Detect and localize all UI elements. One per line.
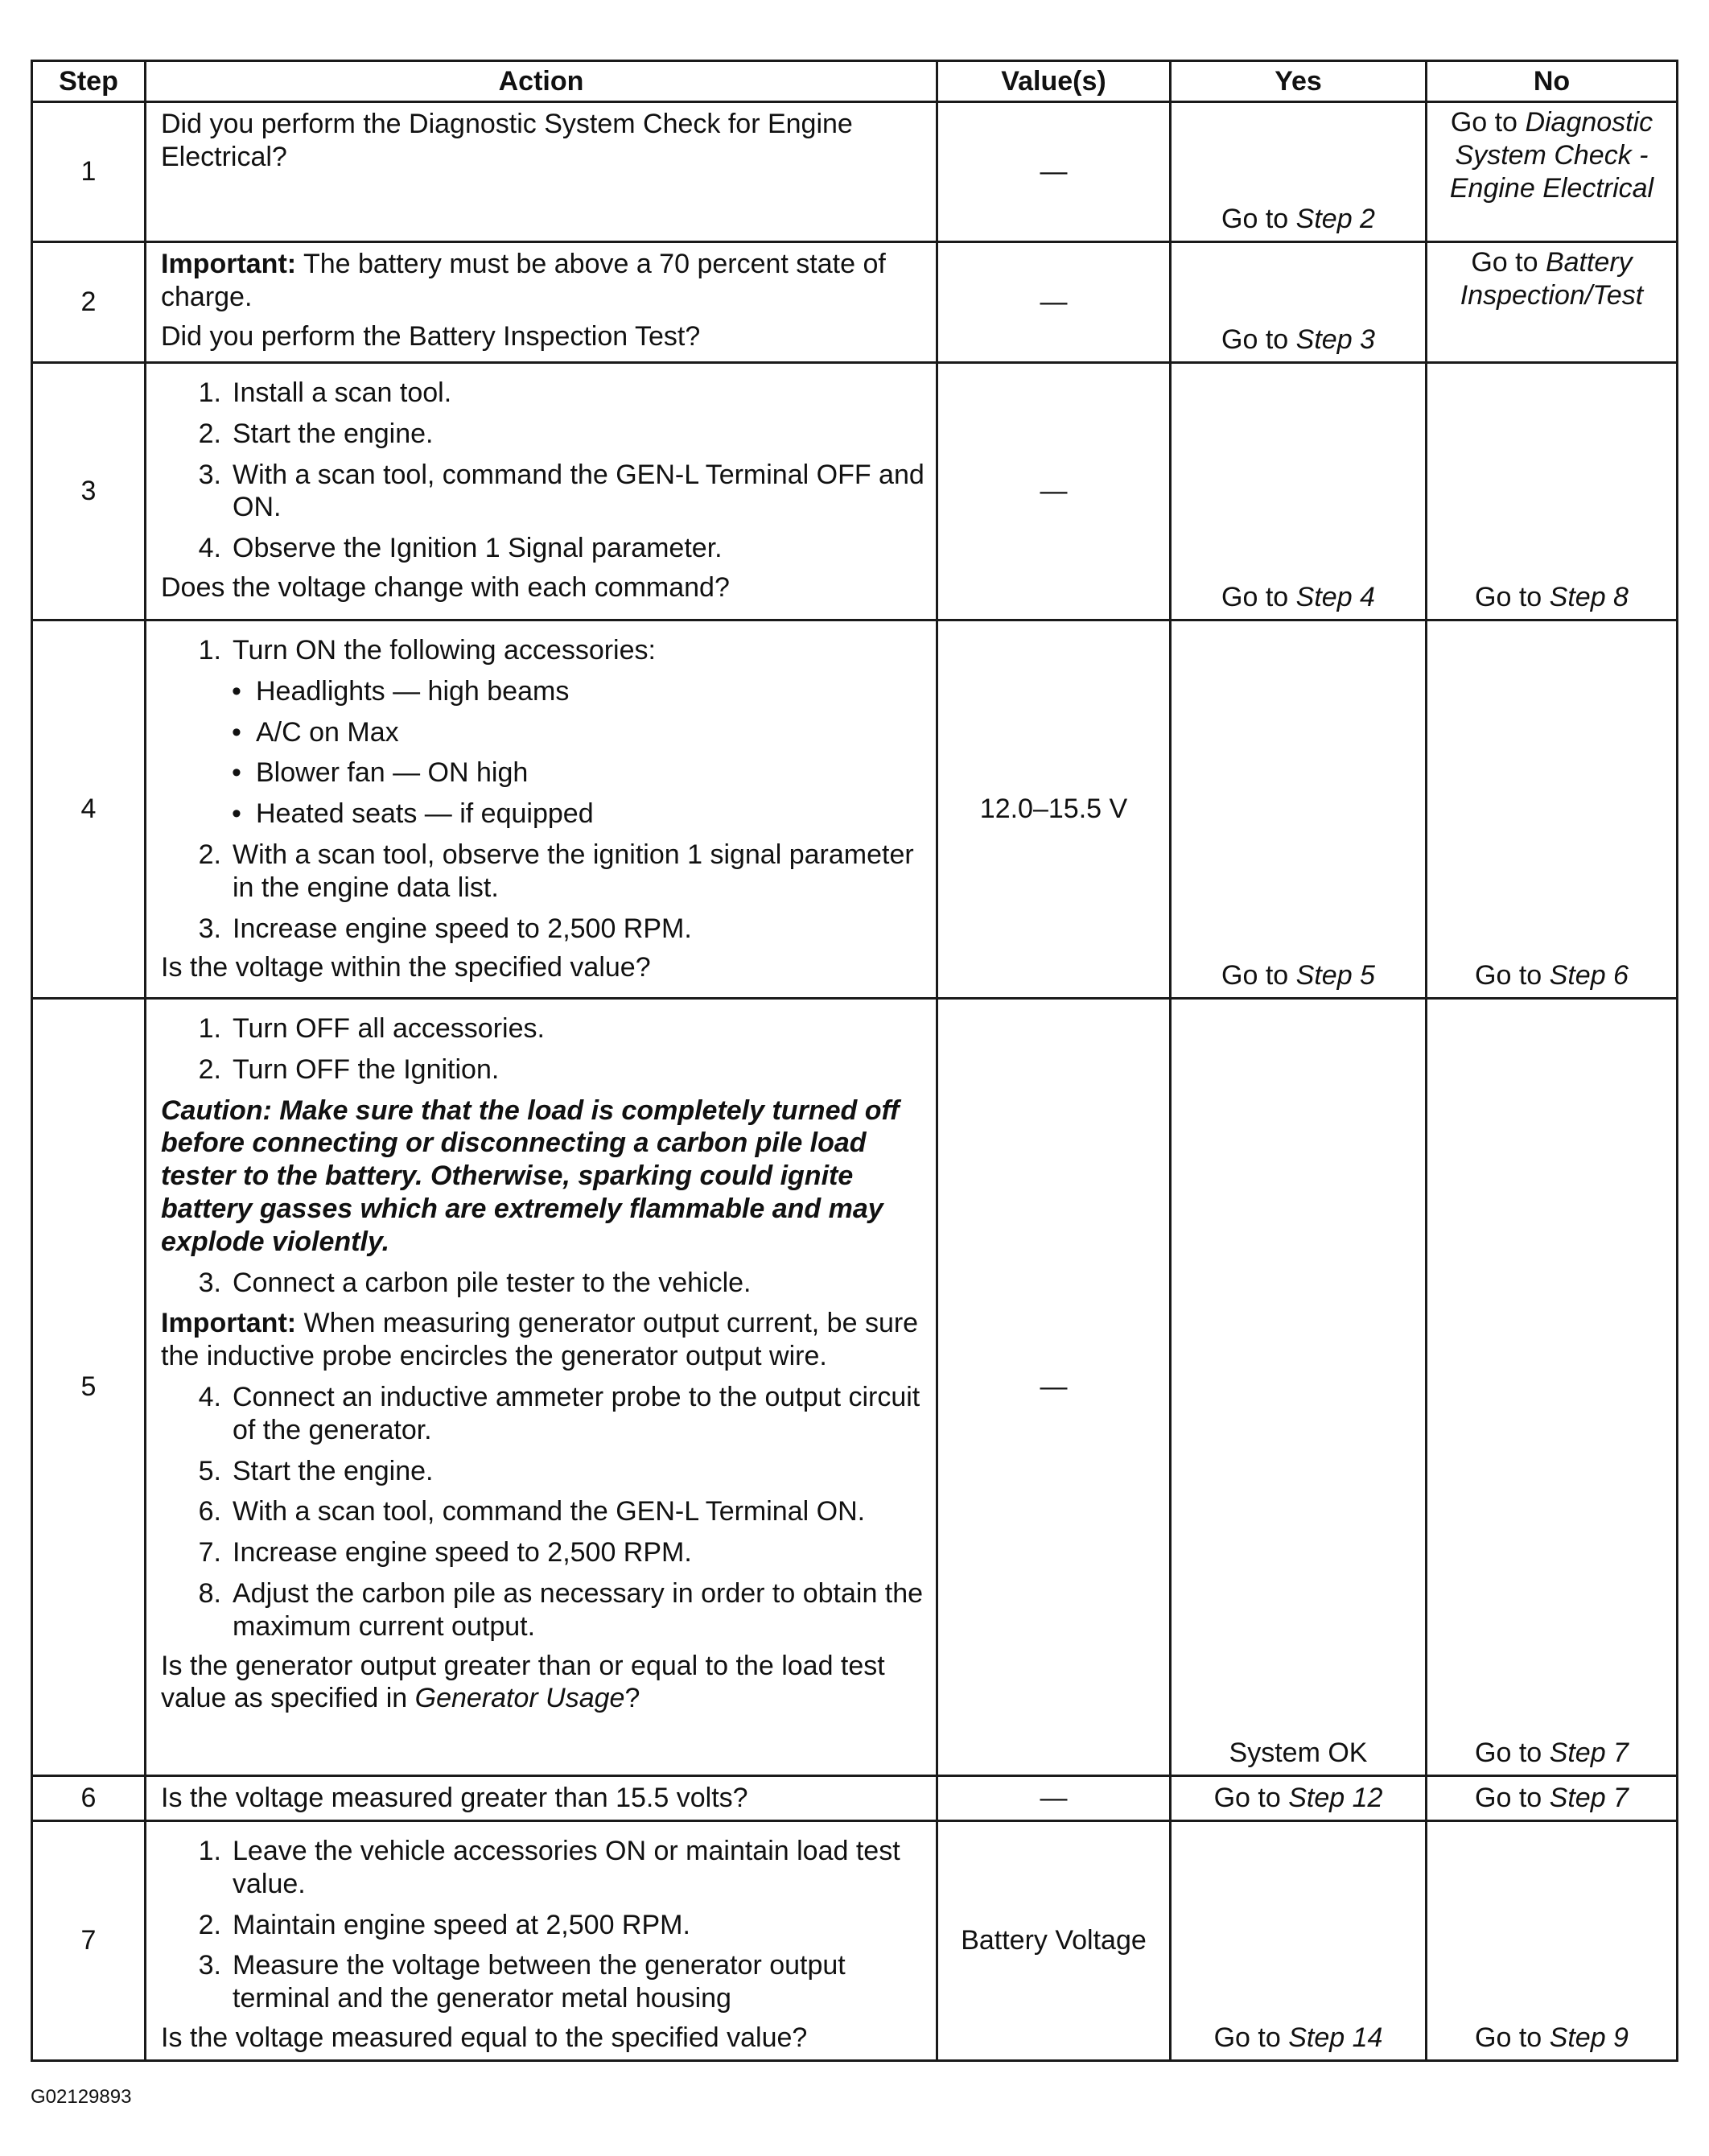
- header-no: No: [1427, 61, 1678, 102]
- list-item: 3. Connect a carbon pile tester to the vehicle.: [198, 1267, 752, 1298]
- table-row: [32, 999, 1678, 1776]
- go-to-label: Go to: [1221, 960, 1289, 991]
- action-cell: [146, 620, 937, 999]
- figure-id: G02129893: [31, 2086, 132, 2108]
- question-text: Does the voltage change with each command?: [161, 571, 730, 603]
- system-ok-text: System OK: [1229, 1738, 1368, 1769]
- header-action: Action: [146, 61, 937, 102]
- list-item: 1. Turn OFF all accessories.: [198, 1013, 545, 1044]
- bullet-item: • A/C on Max: [232, 716, 399, 748]
- no-cell: [1427, 1776, 1678, 1821]
- table-row: [32, 1821, 1678, 2061]
- table-row: [32, 1776, 1678, 1821]
- header-step: Step: [32, 61, 146, 102]
- important-text: The battery must be above a 70 percent state of charge.: [161, 249, 886, 312]
- step-number: 4: [32, 620, 146, 999]
- value-cell: —: [937, 363, 1171, 620]
- important-text: When measuring generator output current, be sure the inductive probe encircles the generator output wire.: [161, 1308, 919, 1372]
- step-number: 5: [32, 999, 146, 1776]
- question-text: Is the voltage measured greater than 15.5 volts?: [161, 1783, 748, 1814]
- yes-cell: [1171, 102, 1427, 242]
- step-number: 6: [32, 1776, 146, 1821]
- no-cell: [1427, 1821, 1678, 2061]
- question-text: Did you perform the Battery Inspection Test?: [161, 320, 701, 352]
- value-cell: Battery Voltage: [937, 1821, 1171, 2061]
- step-link[interactable]: Step 14: [1288, 2022, 1383, 2053]
- procedure-link[interactable]: Diagnostic System Check - Engine Electrical: [1449, 107, 1654, 204]
- bullet-item: • Heated seats — if equipped: [232, 798, 594, 830]
- bullet-item: • Headlights — high beams: [232, 675, 570, 707]
- list-item: 3. Measure the voltage between the generator output terminal and the generator metal housing: [198, 1950, 846, 2014]
- action-cell: [146, 999, 937, 1776]
- step-link[interactable]: Step 6: [1549, 960, 1629, 991]
- step-number: 7: [32, 1821, 146, 2061]
- yes-cell: [1171, 1821, 1427, 2061]
- list-item: 3. With a scan tool, command the GEN-L Terminal OFF and ON.: [198, 459, 925, 523]
- list-item: 7. Increase engine speed to 2,500 RPM.: [198, 1537, 692, 1569]
- go-to-label: Go to: [1450, 107, 1518, 138]
- step-link[interactable]: Step 5: [1295, 960, 1375, 991]
- go-to-label: Go to: [1471, 247, 1538, 278]
- no-cell: [1427, 620, 1678, 999]
- go-to-label: Go to: [1213, 1783, 1281, 1814]
- list-item: 3. Increase engine speed to 2,500 RPM.: [198, 913, 692, 944]
- step-number: 3: [32, 363, 146, 620]
- yes-cell: [1171, 363, 1427, 620]
- list-item: 4. Connect an inductive ammeter probe to the output circuit of the generator.: [198, 1381, 920, 1445]
- step-link[interactable]: Step 7: [1549, 1783, 1629, 1814]
- table-row: [32, 242, 1678, 363]
- action-cell: [146, 1821, 937, 2061]
- step-link[interactable]: Step 2: [1295, 204, 1375, 235]
- go-to-label: Go to: [1475, 1783, 1542, 1814]
- step-link[interactable]: Step 3: [1295, 324, 1375, 356]
- table-row: [32, 363, 1678, 620]
- go-to-label: Go to: [1221, 204, 1289, 235]
- question-text: Did you perform the Diagnostic System Check for Engine Electrical?: [161, 109, 853, 172]
- action-cell: [146, 102, 937, 242]
- list-item: 2. Turn OFF the Ignition.: [198, 1053, 500, 1085]
- list-item: 1. Turn ON the following accessories:: [198, 635, 656, 666]
- yes-cell: [1171, 620, 1427, 999]
- procedure-link[interactable]: Battery Inspection/Test: [1460, 247, 1644, 311]
- go-to-label: Go to: [1221, 324, 1289, 356]
- action-cell: [146, 1776, 937, 1821]
- step-link[interactable]: Step 7: [1549, 1738, 1629, 1769]
- question-text: Is the voltage measured equal to the specified value?: [161, 2022, 808, 2053]
- header-yes: Yes: [1171, 61, 1427, 102]
- important-label: Important:: [161, 1308, 297, 1339]
- go-to-label: Go to: [1221, 582, 1289, 613]
- step-number: 2: [32, 242, 146, 363]
- step-link[interactable]: Step 12: [1288, 1783, 1383, 1814]
- step-link[interactable]: Step 8: [1549, 582, 1629, 613]
- action-cell: [146, 363, 937, 620]
- table-row: [32, 102, 1678, 242]
- go-to-label: Go to: [1213, 2022, 1281, 2053]
- generator-usage-link[interactable]: Generator Usage: [414, 1683, 625, 1714]
- yes-cell: [1171, 242, 1427, 363]
- question-text: Is the generator output greater than or equal to the load test value as specified in Generator Usage?: [161, 1650, 885, 1714]
- value-cell: 12.0–15.5 V: [937, 620, 1171, 999]
- value-cell: —: [937, 102, 1171, 242]
- table-row: [32, 620, 1678, 999]
- go-to-label: Go to: [1475, 960, 1542, 991]
- action-cell: [146, 242, 937, 363]
- no-cell: [1427, 242, 1678, 363]
- list-item: 8. Adjust the carbon pile as necessary in order to obtain the maximum current output.: [198, 1577, 924, 1642]
- diagnostic-table: [31, 60, 1678, 2062]
- step-link[interactable]: Step 9: [1549, 2022, 1629, 2053]
- question-text: Is the voltage within the specified value?: [161, 952, 651, 983]
- value-cell: —: [937, 242, 1171, 363]
- caution-note: Caution: Make sure that the load is completely turned off before connecting or disconnecting a carbon pile load tester to the battery. Otherwise, sparking could ignite battery gasses which are extremely flammable and may explode violently.: [161, 1094, 900, 1257]
- no-cell: [1427, 102, 1678, 242]
- step-link[interactable]: Step 4: [1295, 582, 1375, 613]
- important-note: [161, 1307, 926, 1373]
- yes-cell: [1171, 1776, 1427, 1821]
- list-item: 2. Start the engine.: [198, 418, 434, 449]
- step-number: 1: [32, 102, 146, 242]
- no-cell: [1427, 363, 1678, 620]
- list-item: 5. Start the engine.: [198, 1455, 434, 1486]
- go-to-label: Go to: [1475, 2022, 1542, 2053]
- header-row: [32, 61, 1678, 102]
- value-cell: —: [937, 999, 1171, 1776]
- no-cell: [1427, 999, 1678, 1776]
- list-item: 1. Leave the vehicle accessories ON or maintain load test value.: [198, 1836, 900, 1899]
- list-item: 2. Maintain engine speed at 2,500 RPM.: [198, 1909, 690, 1940]
- go-to-label: Go to: [1475, 1738, 1542, 1769]
- list-item: 1. Install a scan tool.: [198, 377, 452, 408]
- list-item: 4. Observe the Ignition 1 Signal parameter.: [198, 533, 723, 564]
- bullet-item: • Blower fan — ON high: [232, 757, 529, 789]
- list-item: 2. With a scan tool, observe the ignition 1 signal parameter in the engine data list.: [198, 839, 914, 903]
- header-values: Value(s): [937, 61, 1171, 102]
- important-note: [161, 248, 926, 314]
- yes-cell: [1171, 999, 1427, 1776]
- go-to-label: Go to: [1475, 582, 1542, 613]
- list-item: 6. With a scan tool, command the GEN-L Terminal ON.: [198, 1496, 866, 1527]
- value-cell: —: [937, 1776, 1171, 1821]
- important-label: Important:: [161, 249, 297, 279]
